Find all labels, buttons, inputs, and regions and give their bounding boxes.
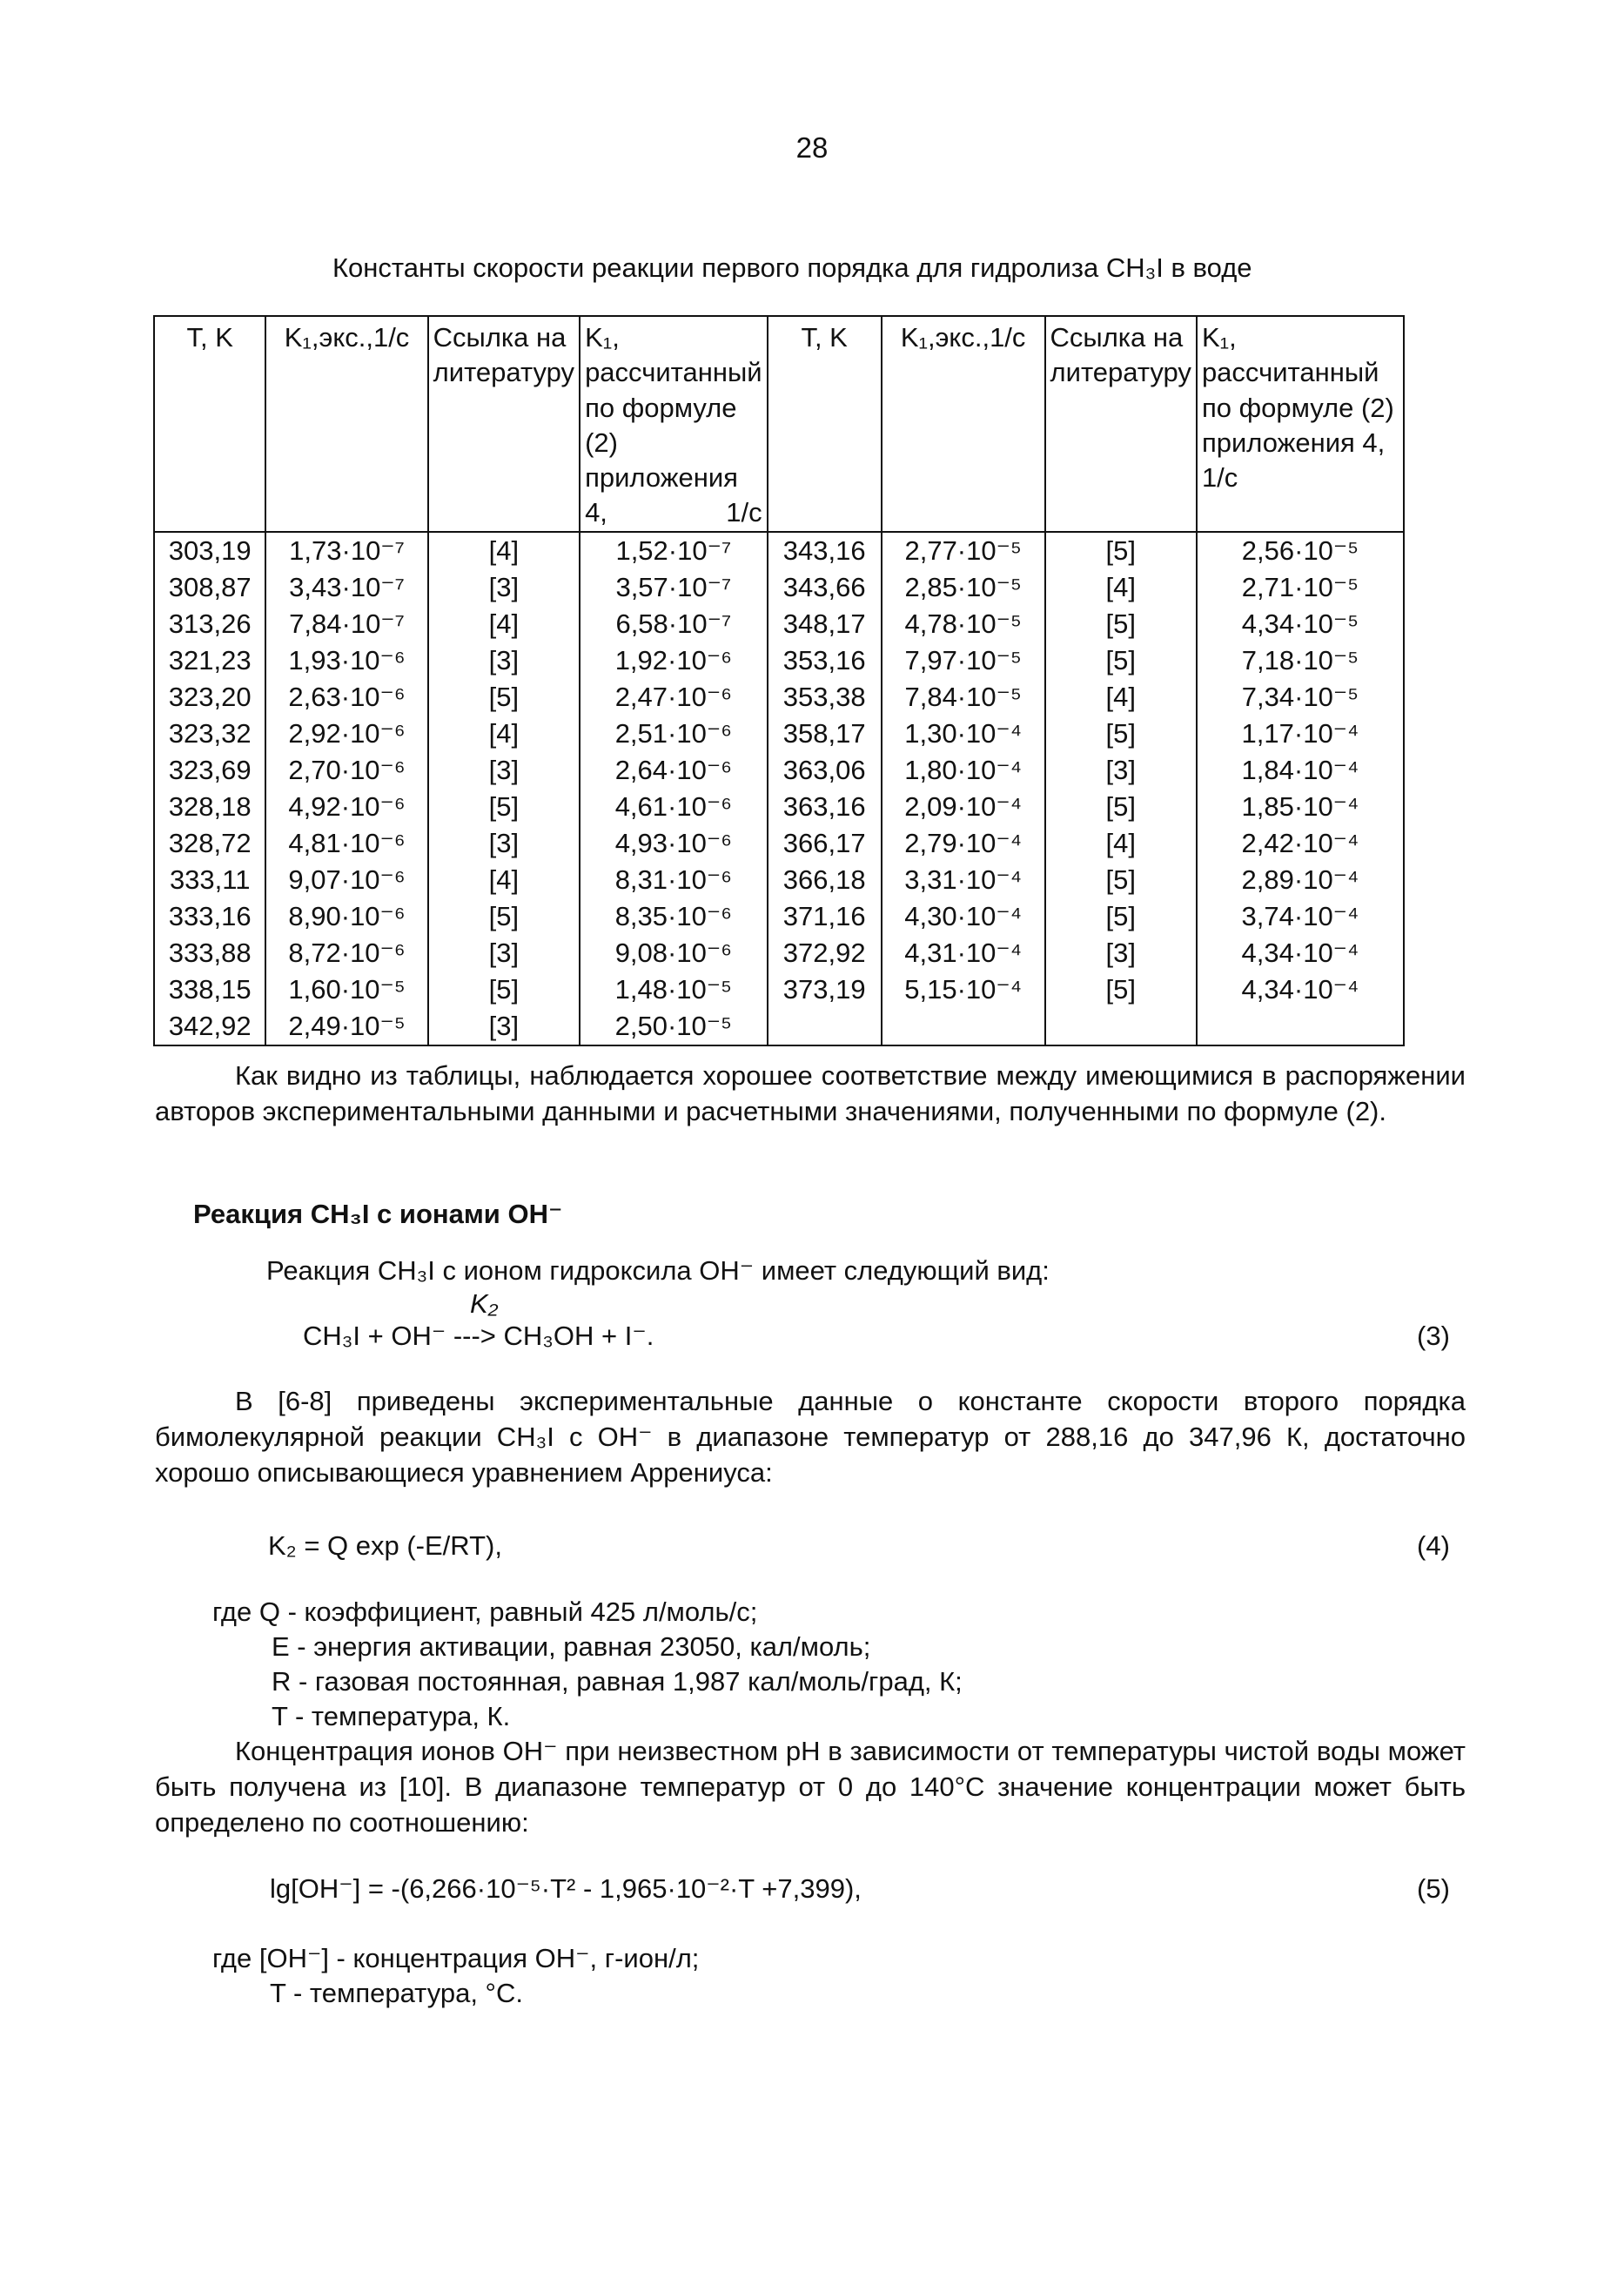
cell-k-calculated: 4,34·10⁻⁵ (1197, 606, 1404, 642)
cell-reference: [4] (1045, 825, 1197, 862)
paragraph-reaction-intro: Реакция CH₃I с ионом гидроксила OH⁻ имеет следующий вид: (266, 1255, 1050, 1286)
cell-temperature: 366,17 (768, 825, 882, 862)
cell-reference: [5] (1045, 789, 1197, 825)
table-row (154, 971, 1404, 1008)
cell-temperature: 363,16 (768, 789, 882, 825)
cell-temperature: 373,19 (768, 971, 882, 1008)
cell-k-calculated: 1,52·10⁻⁷ (580, 532, 768, 569)
cell-k-calculated: 7,18·10⁻⁵ (1197, 642, 1404, 679)
cell-k-calculated: 6,58·10⁻⁷ (580, 606, 768, 642)
cell-reference: [3] (428, 935, 580, 971)
cell-k-experimental: 2,79·10⁻⁴ (882, 825, 1045, 862)
cell-k-experimental: 7,84·10⁻⁵ (882, 679, 1045, 716)
cell-reference: [5] (1045, 862, 1197, 898)
cell-k-experimental: 2,09·10⁻⁴ (882, 789, 1045, 825)
cell-reference: [3] (428, 825, 580, 862)
cell-reference (1045, 1008, 1197, 1045)
section-title: Реакция CH₃I с ионами OH⁻ (193, 1199, 563, 1229)
cell-reference: [5] (428, 971, 580, 1008)
where-q: где Q - коэффициент, равный 425 л/моль/с; (212, 1596, 758, 1627)
cell-temperature: 343,66 (768, 569, 882, 606)
cell-k-experimental: 2,92·10⁻⁶ (265, 716, 427, 752)
cell-k-experimental: 1,73·10⁻⁷ (265, 532, 427, 569)
cell-reference: [4] (428, 606, 580, 642)
table-row (154, 862, 1404, 898)
cell-k-experimental: 3,43·10⁻⁷ (265, 569, 427, 606)
cell-temperature (768, 1008, 882, 1045)
cell-reference: [5] (1045, 532, 1197, 569)
table-row (154, 642, 1404, 679)
cell-reference: [3] (428, 1008, 580, 1045)
cell-reference: [4] (428, 532, 580, 569)
cell-temperature: 371,16 (768, 898, 882, 935)
cell-temperature: 333,88 (154, 935, 265, 971)
cell-k-calculated: 8,31·10⁻⁶ (580, 862, 768, 898)
cell-reference: [5] (1045, 971, 1197, 1008)
equation-3-number: (3) (1417, 1321, 1450, 1351)
cell-k-experimental: 7,84·10⁻⁷ (265, 606, 427, 642)
cell-k-calculated: 2,50·10⁻⁵ (580, 1008, 768, 1045)
cell-reference: [3] (428, 642, 580, 679)
cell-k-calculated: 4,34·10⁻⁴ (1197, 971, 1404, 1008)
equation-5-number: (5) (1417, 1873, 1450, 1904)
cell-k-calculated: 2,71·10⁻⁵ (1197, 569, 1404, 606)
cell-reference: [4] (428, 862, 580, 898)
where-r: R - газовая постоянная, равная 1,987 кал/моль/град, К; (272, 1666, 963, 1697)
cell-k-experimental: 7,97·10⁻⁵ (882, 642, 1045, 679)
cell-k-experimental: 1,30·10⁻⁴ (882, 716, 1045, 752)
equation-3-rate-label: K₂ (470, 1288, 499, 1319)
cell-k-experimental: 3,31·10⁻⁴ (882, 862, 1045, 898)
cell-reference: [5] (1045, 642, 1197, 679)
cell-k-calculated: 3,74·10⁻⁴ (1197, 898, 1404, 935)
cell-k-experimental (882, 1008, 1045, 1045)
cell-k-calculated: 1,84·10⁻⁴ (1197, 752, 1404, 789)
table-row (154, 935, 1404, 971)
cell-temperature: 338,15 (154, 971, 265, 1008)
table-row (154, 789, 1404, 825)
where-oh: где [OH⁻] - концентрация OH⁻, г-ион/л; (212, 1943, 700, 1973)
cell-temperature: 313,26 (154, 606, 265, 642)
header-k-calculated: K₁, рассчитанный по формуле (2) приложения 4, 1/с (1197, 316, 1404, 532)
cell-reference: [5] (1045, 898, 1197, 935)
cell-temperature: 333,16 (154, 898, 265, 935)
cell-k-calculated: 2,42·10⁻⁴ (1197, 825, 1404, 862)
cell-k-experimental: 1,80·10⁻⁴ (882, 752, 1045, 789)
equation-4: K₂ = Q exp (-E/RT), (268, 1530, 502, 1561)
where-t-celsius: T - температура, °С. (270, 1978, 523, 2008)
cell-k-calculated: 3,57·10⁻⁷ (580, 569, 768, 606)
cell-k-calculated: 4,93·10⁻⁶ (580, 825, 768, 862)
cell-k-experimental: 8,72·10⁻⁶ (265, 935, 427, 971)
table-row (154, 752, 1404, 789)
cell-reference: [4] (428, 716, 580, 752)
cell-k-experimental: 2,49·10⁻⁵ (265, 1008, 427, 1045)
cell-temperature: 343,16 (768, 532, 882, 569)
cell-reference: [3] (1045, 935, 1197, 971)
cell-reference: [5] (1045, 716, 1197, 752)
header-reference: Ссылка на литературу (1045, 316, 1197, 532)
cell-k-experimental: 4,78·10⁻⁵ (882, 606, 1045, 642)
cell-k-experimental: 8,90·10⁻⁶ (265, 898, 427, 935)
cell-k-calculated: 1,92·10⁻⁶ (580, 642, 768, 679)
cell-k-calculated: 2,56·10⁻⁵ (1197, 532, 1404, 569)
cell-temperature: 323,69 (154, 752, 265, 789)
cell-k-experimental: 2,85·10⁻⁵ (882, 569, 1045, 606)
cell-k-calculated: 2,64·10⁻⁶ (580, 752, 768, 789)
cell-reference: [3] (428, 569, 580, 606)
header-reference: Ссылка на литературу (428, 316, 580, 532)
rate-constants-table (153, 315, 1405, 1046)
cell-k-experimental: 4,92·10⁻⁶ (265, 789, 427, 825)
equation-3: CH₃I + OH⁻ ---> CH₃OH + I⁻. (303, 1321, 654, 1351)
equation-5: lg[OH⁻] = -(6,266·10⁻⁵·T² - 1,965·10⁻²·T +7,399), (270, 1873, 862, 1904)
cell-reference: [4] (1045, 679, 1197, 716)
cell-reference: [4] (1045, 569, 1197, 606)
table-row (154, 532, 1404, 569)
cell-k-calculated: 2,89·10⁻⁴ (1197, 862, 1404, 898)
cell-k-experimental: 4,81·10⁻⁶ (265, 825, 427, 862)
table-row (154, 679, 1404, 716)
table-row (154, 569, 1404, 606)
cell-temperature: 333,11 (154, 862, 265, 898)
cell-k-calculated: 2,47·10⁻⁶ (580, 679, 768, 716)
table-row (154, 898, 1404, 935)
cell-k-experimental: 1,60·10⁻⁵ (265, 971, 427, 1008)
cell-temperature: 363,06 (768, 752, 882, 789)
cell-reference: [5] (428, 789, 580, 825)
cell-k-experimental: 2,63·10⁻⁶ (265, 679, 427, 716)
table-header-row (154, 316, 1404, 532)
cell-temperature: 321,23 (154, 642, 265, 679)
paragraph-table-comment: Как видно из таблицы, наблюдается хорошее соответствие между имеющимися в распоряжении авторов экспериментальными данными и расчетными значениями, полученными по формуле (2). (155, 1060, 1466, 1126)
cell-reference: [5] (1045, 606, 1197, 642)
cell-temperature: 328,72 (154, 825, 265, 862)
cell-temperature: 353,16 (768, 642, 882, 679)
cell-temperature: 342,92 (154, 1008, 265, 1045)
cell-k-experimental: 5,15·10⁻⁴ (882, 971, 1045, 1008)
cell-temperature: 358,17 (768, 716, 882, 752)
header-k-experimental: K₁,экс.,1/с (265, 316, 427, 532)
cell-k-calculated: 2,51·10⁻⁶ (580, 716, 768, 752)
cell-k-calculated (1197, 1008, 1404, 1045)
header-k-calculated: K₁, рассчитанный по формуле (2) приложения 4, 1/с (580, 316, 768, 532)
header-temperature: T, K (768, 316, 882, 532)
page-number: 28 (795, 131, 829, 164)
cell-k-experimental: 1,93·10⁻⁶ (265, 642, 427, 679)
header-k-experimental: K₁,экс.,1/с (882, 316, 1045, 532)
cell-temperature: 303,19 (154, 532, 265, 569)
cell-k-experimental: 2,77·10⁻⁵ (882, 532, 1045, 569)
cell-k-experimental: 9,07·10⁻⁶ (265, 862, 427, 898)
where-t: T - температура, К. (272, 1701, 511, 1731)
where-e: E - энергия активации, равная 23050, кал/моль; (272, 1631, 871, 1662)
cell-temperature: 353,38 (768, 679, 882, 716)
cell-temperature: 323,20 (154, 679, 265, 716)
cell-reference: [5] (428, 679, 580, 716)
cell-temperature: 366,18 (768, 862, 882, 898)
cell-temperature: 328,18 (154, 789, 265, 825)
cell-temperature: 348,17 (768, 606, 882, 642)
cell-k-calculated: 7,34·10⁻⁵ (1197, 679, 1404, 716)
table-body (154, 532, 1404, 1045)
cell-k-calculated: 8,35·10⁻⁶ (580, 898, 768, 935)
cell-k-calculated: 1,48·10⁻⁵ (580, 971, 768, 1008)
cell-temperature: 308,87 (154, 569, 265, 606)
cell-reference: [3] (1045, 752, 1197, 789)
cell-k-calculated: 4,34·10⁻⁴ (1197, 935, 1404, 971)
paragraph-arrhenius: В [6-8] приведены экспериментальные данные о константе скорости второго порядка бимолекулярной реакции CH₃I с OH⁻ в диапазоне температур от 288,16 до 347,96 К, достаточно хорошо описывающиеся уравнением Аррениуса: (155, 1386, 1466, 1488)
cell-k-experimental: 4,30·10⁻⁴ (882, 898, 1045, 935)
cell-reference: [3] (428, 752, 580, 789)
equation-4-number: (4) (1417, 1530, 1450, 1561)
cell-k-calculated: 9,08·10⁻⁶ (580, 935, 768, 971)
header-temperature: T, K (154, 316, 265, 532)
cell-k-calculated: 4,61·10⁻⁶ (580, 789, 768, 825)
table-row (154, 606, 1404, 642)
table-row (154, 825, 1404, 862)
table-row (154, 1008, 1404, 1045)
cell-k-calculated: 1,85·10⁻⁴ (1197, 789, 1404, 825)
cell-k-experimental: 2,70·10⁻⁶ (265, 752, 427, 789)
cell-reference: [5] (428, 898, 580, 935)
paragraph-concentration: Концентрация ионов OH⁻ при неизвестном pH в зависимости от температуры чистой воды может быть получена из [10]. В диапазоне температур от 0 до 140°С значение концентрации может быть определено по соотношению: (155, 1736, 1466, 1838)
table-row (154, 716, 1404, 752)
table-caption: Константы скорости реакции первого порядка для гидролиза CH₃I в воде (332, 252, 1252, 283)
cell-k-experimental: 4,31·10⁻⁴ (882, 935, 1045, 971)
cell-temperature: 372,92 (768, 935, 882, 971)
cell-k-calculated: 1,17·10⁻⁴ (1197, 716, 1404, 752)
cell-temperature: 323,32 (154, 716, 265, 752)
